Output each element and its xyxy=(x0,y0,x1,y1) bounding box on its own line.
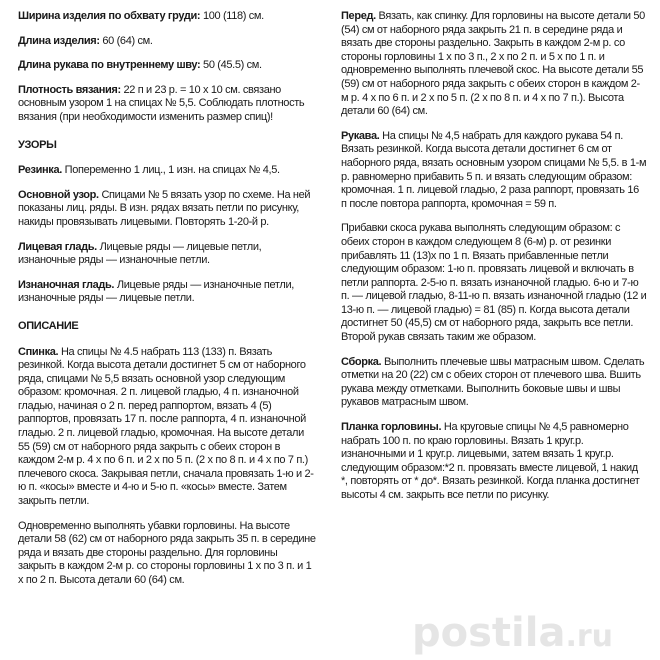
heading-patterns: УЗОРЫ xyxy=(18,138,57,151)
paragraph-chest-width: Ширина изделия по обхвату груди: 100 (118) см. xyxy=(18,10,264,22)
right-column xyxy=(341,10,647,514)
watermark-logo: postila.ru xyxy=(412,610,614,656)
paragraph-stockinette: Лицевая гладь. Лицевые ряды — лицевые петли, изнаночные ряды — изнаночные петли. xyxy=(18,240,262,267)
left-column xyxy=(18,10,318,599)
paragraph-sleeve-increases: Прибавки скоса рукава выполнять следующим образом: с обеих сторон в каждом следующем 8 (6-м) р. от резинки прибавлять 11 (13)х по 1 п. Вязать прибавленные петли следующим образом: 1-ю п. провязать лицевой и включать в петли раппорта. 2-5-ю п. вязать изнаночной гладью. 6-ю и 7-ю п. — лицевой гладью, 8-11-ю п. вязать изнаночной гладью (12 и 13-ю п. — лицевой гладью) = 81 (85) п. Когда высота детали достигнет 50 (45,5) см от наборного ряда, закрыть все петли. Второй рукав связать таким же образом. xyxy=(341,222,647,344)
paragraph-back: Спинка. На спицы № 4.5 набрать 113 (133) п. Вязать резинкой. Когда высота детали достигнет 5 см от наборного ряда, спицами № 5,5 вязать основной узор следующим образом: кромочная. 2 п. лицевой гладью, 4 п. изнаночной гладью, начиная о 2 п. перед раппортом, вязать 4 (5) раппортов, провязать 17 п. после раппорта, 4 п. изнаночной гладью. 2 п. лицевой гладью, кромочная. На высоте детали 55 (59) см от наборного ряда закрыть с обеих сторон в каждом 2-м р. 4 х по 6 п. и 2 х по 5 п. (2 х по 8 п. и 4 х по 7 п.) плечевого скоса. Закрывая петли, сначала провязать 1-ю и 2-ю п. «косы» вместе и 4-ю и 5-ю п. «косы» вместе. Затем закрыть петли. xyxy=(18,345,314,508)
paragraph-assembly: Сборка. Выполнить плечевые швы матрасным швом. Сделать отметки на 20 (22) см с обеих сторон от плечевого шва. Вшить рукава между отметками. Выполнить боковые швы и швы рукавов матрасным швом. xyxy=(341,355,645,409)
paragraph-sleeves: Рукава. На спицы № 4,5 набрать для каждого рукава 54 п. Вязать резинкой. Когда высота детали достигнет 6 см от наборного ряда, вязать основным узором спицами № 5,5. в 1-м р. равномерно прибавить 5 п. и вязать следующим образом: кромочная. 1 п. лицевой гладью, 2 раза раппорт, провязать 16 п после повтора раппорта, кромочная = 59 п. xyxy=(341,129,647,210)
paragraph-neckband: Планка горловины. На круговые спицы № 4,5 равномерно набрать 100 п. по краю горловины. Вязать 1 круг.р. изнаночными и 1 круг.р. лицевыми, затем вязать 1 круг.р. следующим образом:*2 п. провязать вместе лицевой, 1 накид *, повторять от * до*. Вязать резинкой. Когда планка достигнет высоты 4 см. закрыть все петли по рисунку. xyxy=(341,421,640,501)
paragraph-rib: Резинка. Попеременно 1 лиц., 1 изн. на спицах № 4,5. xyxy=(18,164,280,177)
paragraph-reverse-stockinette: Изнаночная гладь. Лицевые ряды — изнаночные петли, изнаночные ряды — лицевые петли. xyxy=(18,278,294,305)
paragraph-length: Длина изделия: 60 (64) см. xyxy=(18,34,153,47)
paragraph-sleeve-length: Длина рукава по внутреннему шву: 50 (45.5) см. xyxy=(18,59,262,72)
heading-description: ОПИСАНИЕ xyxy=(18,319,79,332)
paragraph-neckline: Одновременно выполнять убавки горловины. На высоте детали 58 (62) см от наборного ряда закрыть 35 п. в середине ряда и вязать две стороны раздельно. Для горловины закрыть в каждом 2-м р. со стороны горловины 1 х по 3 п. и 1 х по 2 п. Высота детали 60 (64) см. xyxy=(18,519,316,586)
paragraph-main-pattern: Основной узор. Спицами № 5 вязать узор по схеме. На ней показаны лиц. ряды. В изн. рядах вязать петли по рисунку, накиды провязывать лицевыми. Повторять 1-20-й р. xyxy=(18,188,311,228)
paragraph-front: Перед. Вязать, как спинку. Для горловины на высоте детали 50 (54) см от наборного ряда закрыть 21 п. в середине ряда и вязать две стороны раздельно. Закрыть в каждом 2-м р. со стороны горловины 1 х по 3 п., 2 х по 2 п. и 5 х по 1 п. и одновременно выполнять плечевой скос. На высоте детали 55 (59) см от наборного ряда закрыть с обеих сторон в каждом 2-м р. 4 х по 6 п. и 2 х по 5 п. (2 х по 8 п. и 4 х по 7 п.). Высота детали 60 (64) см. xyxy=(341,10,645,118)
paragraph-gauge: Плотность вязания: 22 п и 23 р. = 10 х 10 см. связано основным узором 1 на спицах № 5,5. Соблюдать плотность вязания (при необходимости изменить размер спиц)! xyxy=(18,83,305,123)
